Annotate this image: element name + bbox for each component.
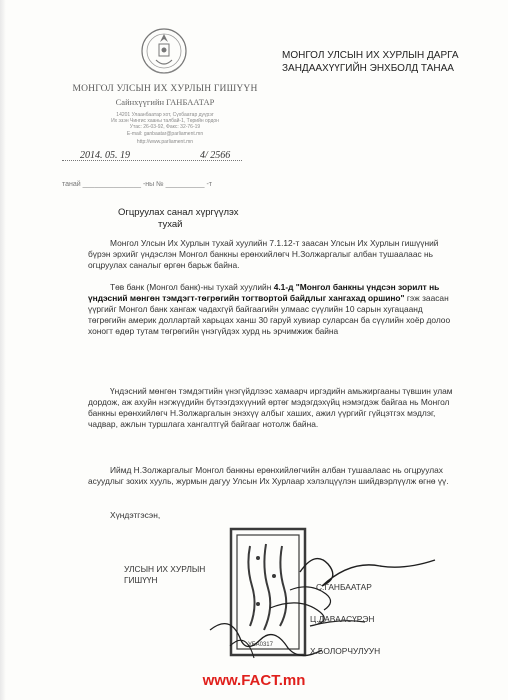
signature-label-line-2: ГИШҮҮН [124,575,158,585]
state-emblem-icon [138,22,190,80]
subject-line-2: тухай [158,219,183,230]
letterhead-title: МОНГОЛ УЛСЫН ИХ ХУРЛЫН ГИШҮҮН [72,84,258,94]
subject-block [118,207,268,231]
letterhead-member-name: Сайнхүүгийн ГАНБААТАР [115,97,215,107]
letterhead-address-line: Их эзэн Чингис хааны талбай-1, Төрийн ордон [111,118,219,124]
signatory-name-1: С.ГАНБААТАР [316,582,372,592]
handwritten-number: 4/ 2566 [200,150,231,161]
letterhead-address-line: E-mail: ganbaatar@parliament.mn [126,131,204,137]
body-paragraph-3: Үндэсний мөнгөн тэмдэгтийн үнэгүйдлээс хамаарч иргэдийн амьжиргааны түвшин улам дордож, аж ахуйн нэгжүүдийн бүтээгдэхүүний өртөг мэдэгдэхүйц нэмэгдэж байгаа нь Монгол банкны ерөнхийлөгч Н.Золжаргалын энэхүү албыг хашиx, ажил үүргийг гүйцэтгэх мэдлэг, чадвар, ажлын туршлага хангалтгүй байгааг нотолж байна. [88,386,453,429]
signatory-name-2: Ц.ДАВААСҮРЭН [310,614,375,624]
handwritten-date: 2014. 05. 19 [80,150,130,161]
signatory-name-3: Х.БОЛОРЧУЛУУН [310,646,381,656]
para2-text-start: Төв банк (Монгол банк)-ны тухай хуулийн [110,282,274,292]
footer-website-url[interactable]: www.FACT.mn [202,672,306,689]
handwritten-signatures-icon [150,530,450,670]
recipient-block [282,49,472,75]
reference-line: танай _______________ -ны № __________ -т [62,181,213,188]
recipient-line-1: МОНГОЛ УЛСЫН ИХ ХУРЛЫН ДАРГА [282,50,459,61]
subject-line-1: Огцруулах санал хүргүүлэх [118,207,239,218]
letterhead-address-line: http://www.parliament.mn [136,139,194,145]
stamp-code: УБА0317 [248,642,273,648]
letterhead-address-line: Утас: 26-03-92, Факс: 32-76-19 [129,124,201,130]
body-paragraph-4: Иймд Н.Золжаргалыг Монгол банкны ерөнхийлөгчийн албан тушаалаас нь огцруулах асуудлыг зохих хууль, журмын дагуу Улсын Их Хурлаар хэлэлцүүлэн шийдвэрлүүлж өгнө үү. [88,465,449,486]
para2-text-end: гэж заасан үүргийг Монгол банк хангаж чадахгүй байгаагийн улмаас сүүлийн 10 сарын хугацаанд төгрөгийн америк доллартай харьцах ханш 30 гаруй хувиар суларсан ба сүүлийн хоёр долоо хоногт өдөр тутам төгрөгийн үнэгүйдэх хурд нь эрчимжиж байна [88,293,451,336]
body-paragraph-2 [88,282,458,337]
letterhead-address-line: 14201 Улаанбаатар хот, Сүхбаатар дүүрэг [116,112,214,118]
scan-edge-shadow [0,0,6,700]
recipient-line-2: ЗАНДААХҮҮГИЙН ЭНХБОЛД ТАНАА [282,63,454,74]
body-paragraph-1: Монгол Улсын Их Хурлын тухай хуулийн 7.1.12-т заасан Улсын Их Хурлын гишүүний бүрэн эрхийг үндэслэн Монгол банкны ерөнхийлөгч Н.Золжаргалыг албан тушаалаас нь огцруулах саналыг өргөн барьж байна. [88,238,439,270]
para2-quoted-law: 4.1-д "Монгол банкны үндсэн зорилт нь үндэсний мөнгөн тэмдэгт-төгрөгийн тогтвортой байдлыг хангахад оршино" [88,282,440,303]
signature-label-line-1: УЛСЫН ИХ ХУРЛЫН [124,564,206,574]
closing-salutation: Хүндэтгэсэн, [110,510,161,520]
